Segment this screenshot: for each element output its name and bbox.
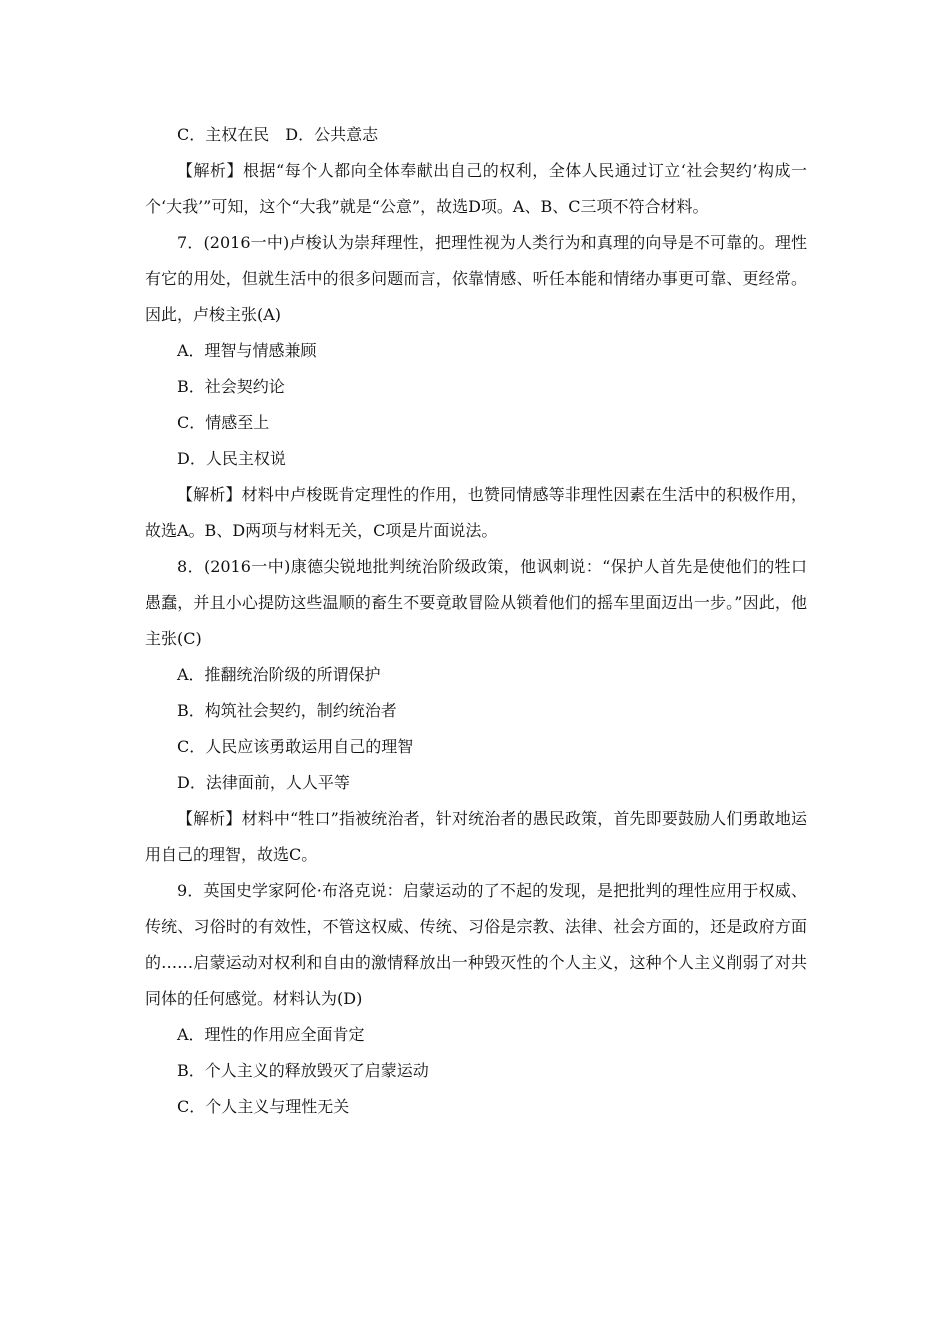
option-line: B．社会契约论 bbox=[177, 377, 285, 396]
option-line: C．情感至上 bbox=[177, 413, 270, 432]
analysis-paragraph: 【解析】材料中“牲口”指被统治者，针对统治者的愚民政策，首先即要鼓励人们勇敢地运用自己的理智，故选C。 bbox=[145, 809, 807, 864]
option-line: C．个人主义与理性无关 bbox=[177, 1097, 350, 1116]
question-paragraph: 9．英国史学家阿伦·布洛克说：启蒙运动的了不起的发现，是把批判的理性应用于权威、传统、习俗时的有效性，不管这权威、传统、习俗是宗教、法律、社会方面的，还是政府方面的……启蒙运动对权利和自由的激情释放出一种毁灭性的个人主义，这种个人主义削弱了对共同体的任何感觉。材料认为(D) bbox=[145, 881, 807, 1008]
question-paragraph: 7．(2016一中)卢梭认为崇拜理性，把理性视为人类行为和真理的向导是不可靠的。理性有它的用处，但就生活中的很多问题而言，依靠情感、听任本能和情绪办事更可靠、更经常。因此，卢梭主张(A) bbox=[145, 233, 807, 324]
option-line: A．理性的作用应全面肯定 bbox=[177, 1025, 365, 1044]
analysis-paragraph: 【解析】材料中卢梭既肯定理性的作用，也赞同情感等非理性因素在生活中的积极作用，故选A。B、D两项与材料无关，C项是片面说法。 bbox=[145, 485, 807, 540]
option-line: D．人民主权说 bbox=[177, 449, 286, 468]
option-line: A．推翻统治阶级的所谓保护 bbox=[177, 665, 381, 684]
option-line: B．构筑社会契约，制约统治者 bbox=[177, 701, 397, 720]
question-paragraph: 8．(2016一中)康德尖锐地批判统治阶级政策，他讽刺说：“保护人首先是使他们的牲口愚蠢，并且小心提防这些温顺的畜生不要竟敢冒险从锁着他们的摇车里面迈出一步。”因此，他主张(C) bbox=[145, 557, 807, 648]
option-line: C．人民应该勇敢运用自己的理智 bbox=[177, 737, 414, 756]
option-line: A．理智与情感兼顾 bbox=[177, 341, 317, 360]
option-line: D．法律面前，人人平等 bbox=[177, 773, 350, 792]
analysis-paragraph: 【解析】根据“每个人都向全体奉献出自己的权利，全体人民通过订立‘社会契约’构成一个‘大我’”可知，这个“大我”就是“公意”，故选D项。A、B、C三项不符合材料。 bbox=[145, 161, 807, 216]
option-line: C．主权在民 D．公共意志 bbox=[177, 125, 379, 144]
option-line: B．个人主义的释放毁灭了启蒙运动 bbox=[177, 1061, 429, 1080]
document-body bbox=[145, 117, 807, 1125]
